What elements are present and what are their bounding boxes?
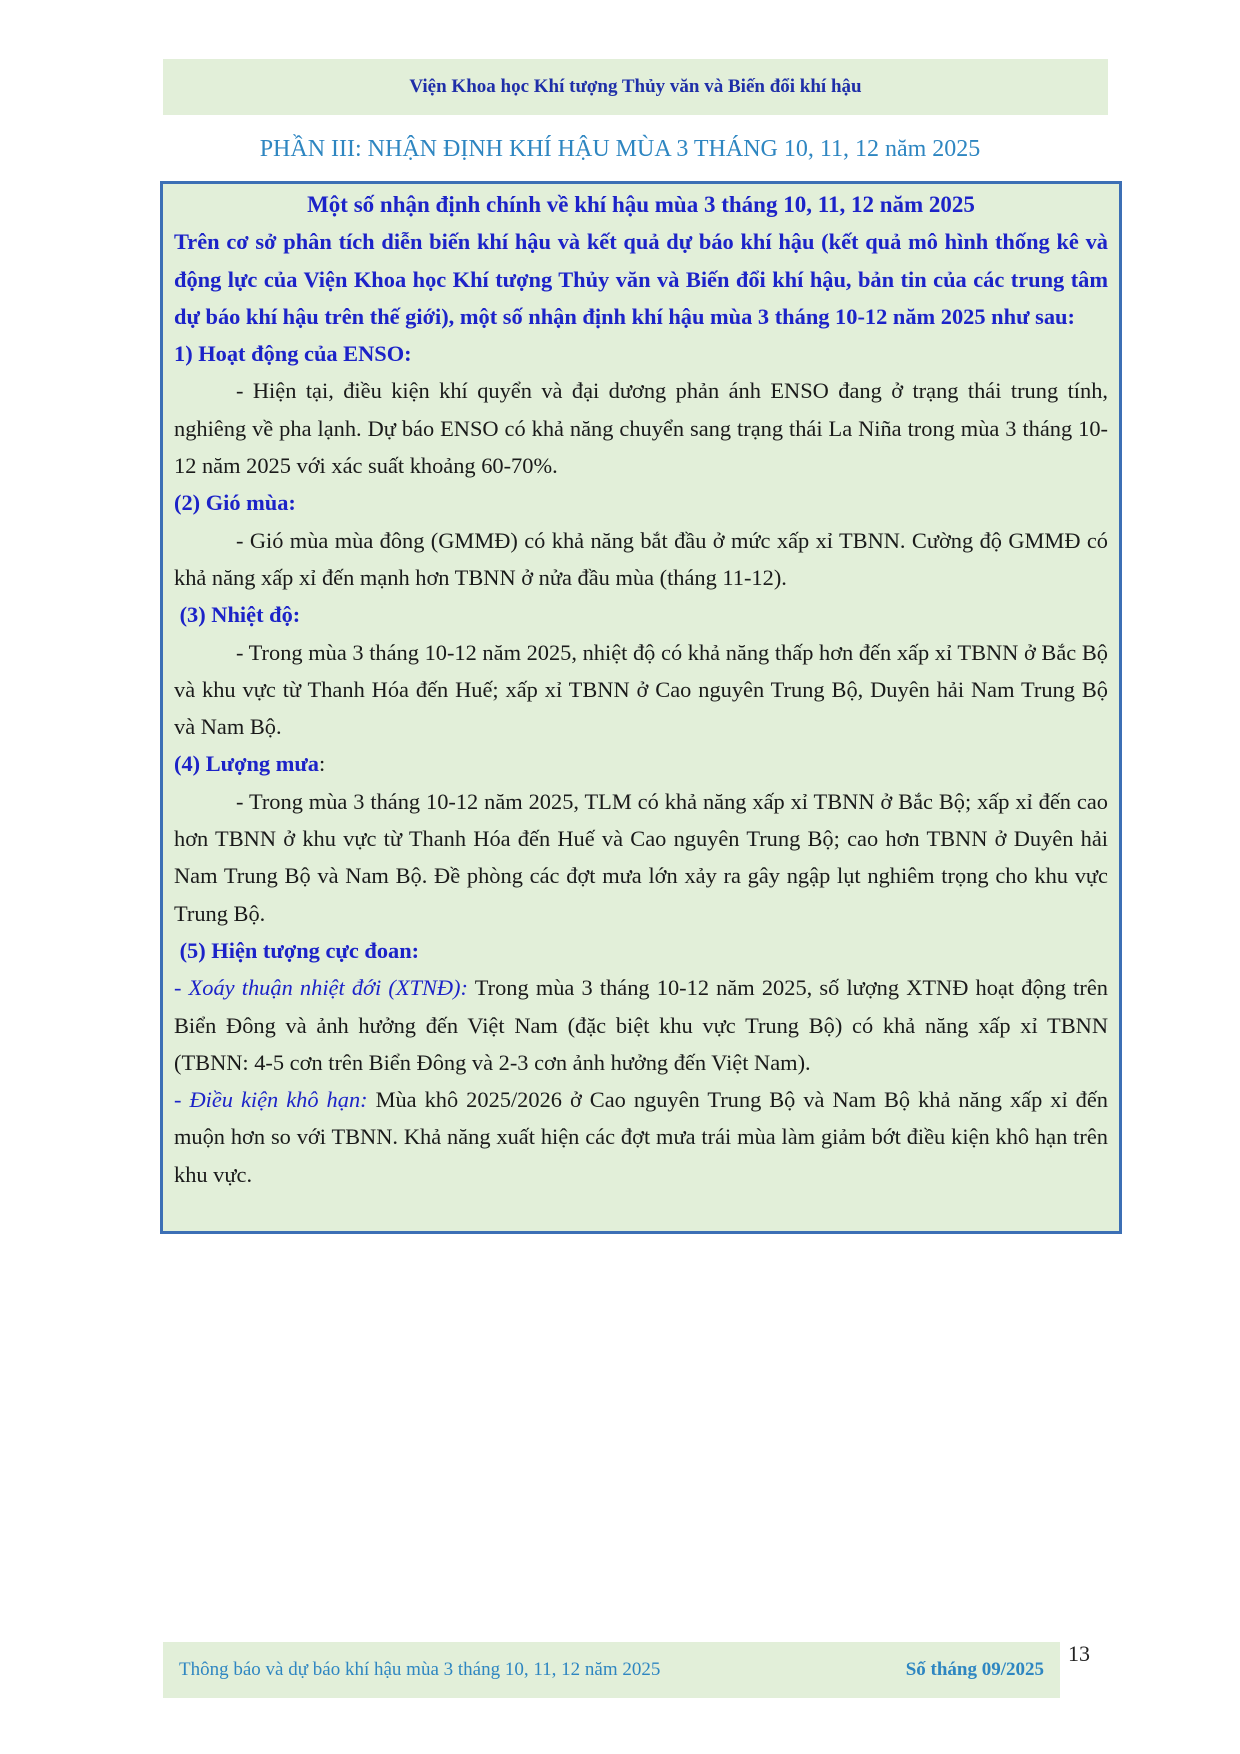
rainfall-heading-line (174, 745, 1108, 782)
footer-bulletin-title: Thông báo và dự báo khí hậu mùa 3 tháng 10, 11, 12 năm 2025 (179, 1659, 661, 1680)
monsoon-heading: (2) Gió mùa: (174, 490, 296, 516)
enso-heading: 1) Hoạt động của ENSO: (174, 341, 412, 367)
enso-text: - Hiện tại, điều kiện khí quyển và đại dương phản ánh ENSO đang ở trạng thái trung tính, nghiêng về pha lạnh. Dự báo ENSO có khả năng chuyển sang trạng thái La Niña trong mùa 3 tháng 10-12 năm 2025 với xác suất khoảng 60-70%. (174, 378, 1108, 479)
footer-band (163, 1642, 1060, 1698)
drought-paragraph (174, 1081, 1108, 1193)
lead-paragraph: Trên cơ sở phân tích diễn biến khí hậu và kết quả dự báo khí hậu (kết quả mô hình thống kê và động lực của Viện Khoa học Khí tượng Thủy văn và Biến đổi khí hậu, bản tin của các trung tâm dự báo khí hậu trên thế giới), một số nhận định khí hậu mùa 3 tháng 10-12 năm 2025 như sau: (174, 229, 1108, 329)
footer-issue: Số tháng 09/2025 (905, 1659, 1044, 1680)
drought-text: Mùa khô 2025/2026 ở Cao nguyên Trung Bộ và Nam Bộ khả năng xấp xỉ đến muộn hơn so với TBNN. Khả năng xuất hiện các đợt mưa trái mùa làm giảm bớt điều kiện khô hạn trên khu vực. (174, 1087, 1108, 1187)
key-findings-box (160, 181, 1122, 1234)
drought-label: - Điều kiện khô hạn: (174, 1087, 368, 1113)
institute-name: Viện Khoa học Khí tượng Thủy văn và Biến đổi khí hậu (409, 76, 862, 97)
rainfall-heading-colon: : (319, 751, 326, 777)
cyclone-label: - Xoáy thuận nhiệt đới (XTNĐ): (174, 975, 468, 1001)
temperature-heading: (3) Nhiệt độ: (174, 602, 301, 628)
temperature-text: - Trong mùa 3 tháng 10-12 năm 2025, nhiệt độ có khả năng thấp hơn đến xấp xỉ TBNN ở Bắc Bộ và khu vực từ Thanh Hóa đến Huế; xấp xỉ TBNN ở Cao nguyên Trung Bộ, Duyên hải Nam Trung Bộ và Nam Bộ. (174, 639, 1108, 740)
page-number: 13 (1068, 1641, 1090, 1666)
rainfall-heading: (4) Lượng mưa (174, 751, 320, 777)
cyclone-text: Trong mùa 3 tháng 10-12 năm 2025, số lượng XTNĐ hoạt động trên Biển Đông và ảnh hưởng đến Việt Nam (đặc biệt khu vực Trung Bộ) có khả năng xấp xỉ TBNN (TBNN: 4-5 cơn trên Biển Đông và 2-3 cơn ảnh hưởng đến Việt Nam). (174, 975, 1108, 1075)
cyclone-paragraph (174, 969, 1108, 1081)
part-title: PHẦN III: NHẬN ĐỊNH KHÍ HẬU MÙA 3 THÁNG 10, 11, 12 năm 2025 (259, 136, 981, 162)
monsoon-text: - Gió mùa mùa đông (GMMĐ) có khả năng bắt đầu ở mức xấp xỉ TBNN. Cường độ GMMĐ có khả năng xấp xỉ đến mạnh hơn TBNN ở nửa đầu mùa (tháng 11-12). (174, 527, 1108, 590)
extreme-heading: (5) Hiện tượng cực đoan: (174, 937, 420, 963)
box-title: Một số nhận định chính về khí hậu mùa 3 tháng 10, 11, 12 năm 2025 (307, 192, 975, 217)
header-band (163, 59, 1108, 115)
rainfall-text: - Trong mùa 3 tháng 10-12 năm 2025, TLM có khả năng xấp xỉ TBNN ở Bắc Bộ; xấp xỉ đến cao hơn TBNN ở khu vực từ Thanh Hóa đến Huế và Cao nguyên Trung Bộ; cao hơn TBNN ở Duyên hải Nam Trung Bộ và Nam Bộ. Đề phòng các đợt mưa lớn xảy ra gây ngập lụt nghiêm trọng cho khu vực Trung Bộ. (174, 788, 1108, 926)
